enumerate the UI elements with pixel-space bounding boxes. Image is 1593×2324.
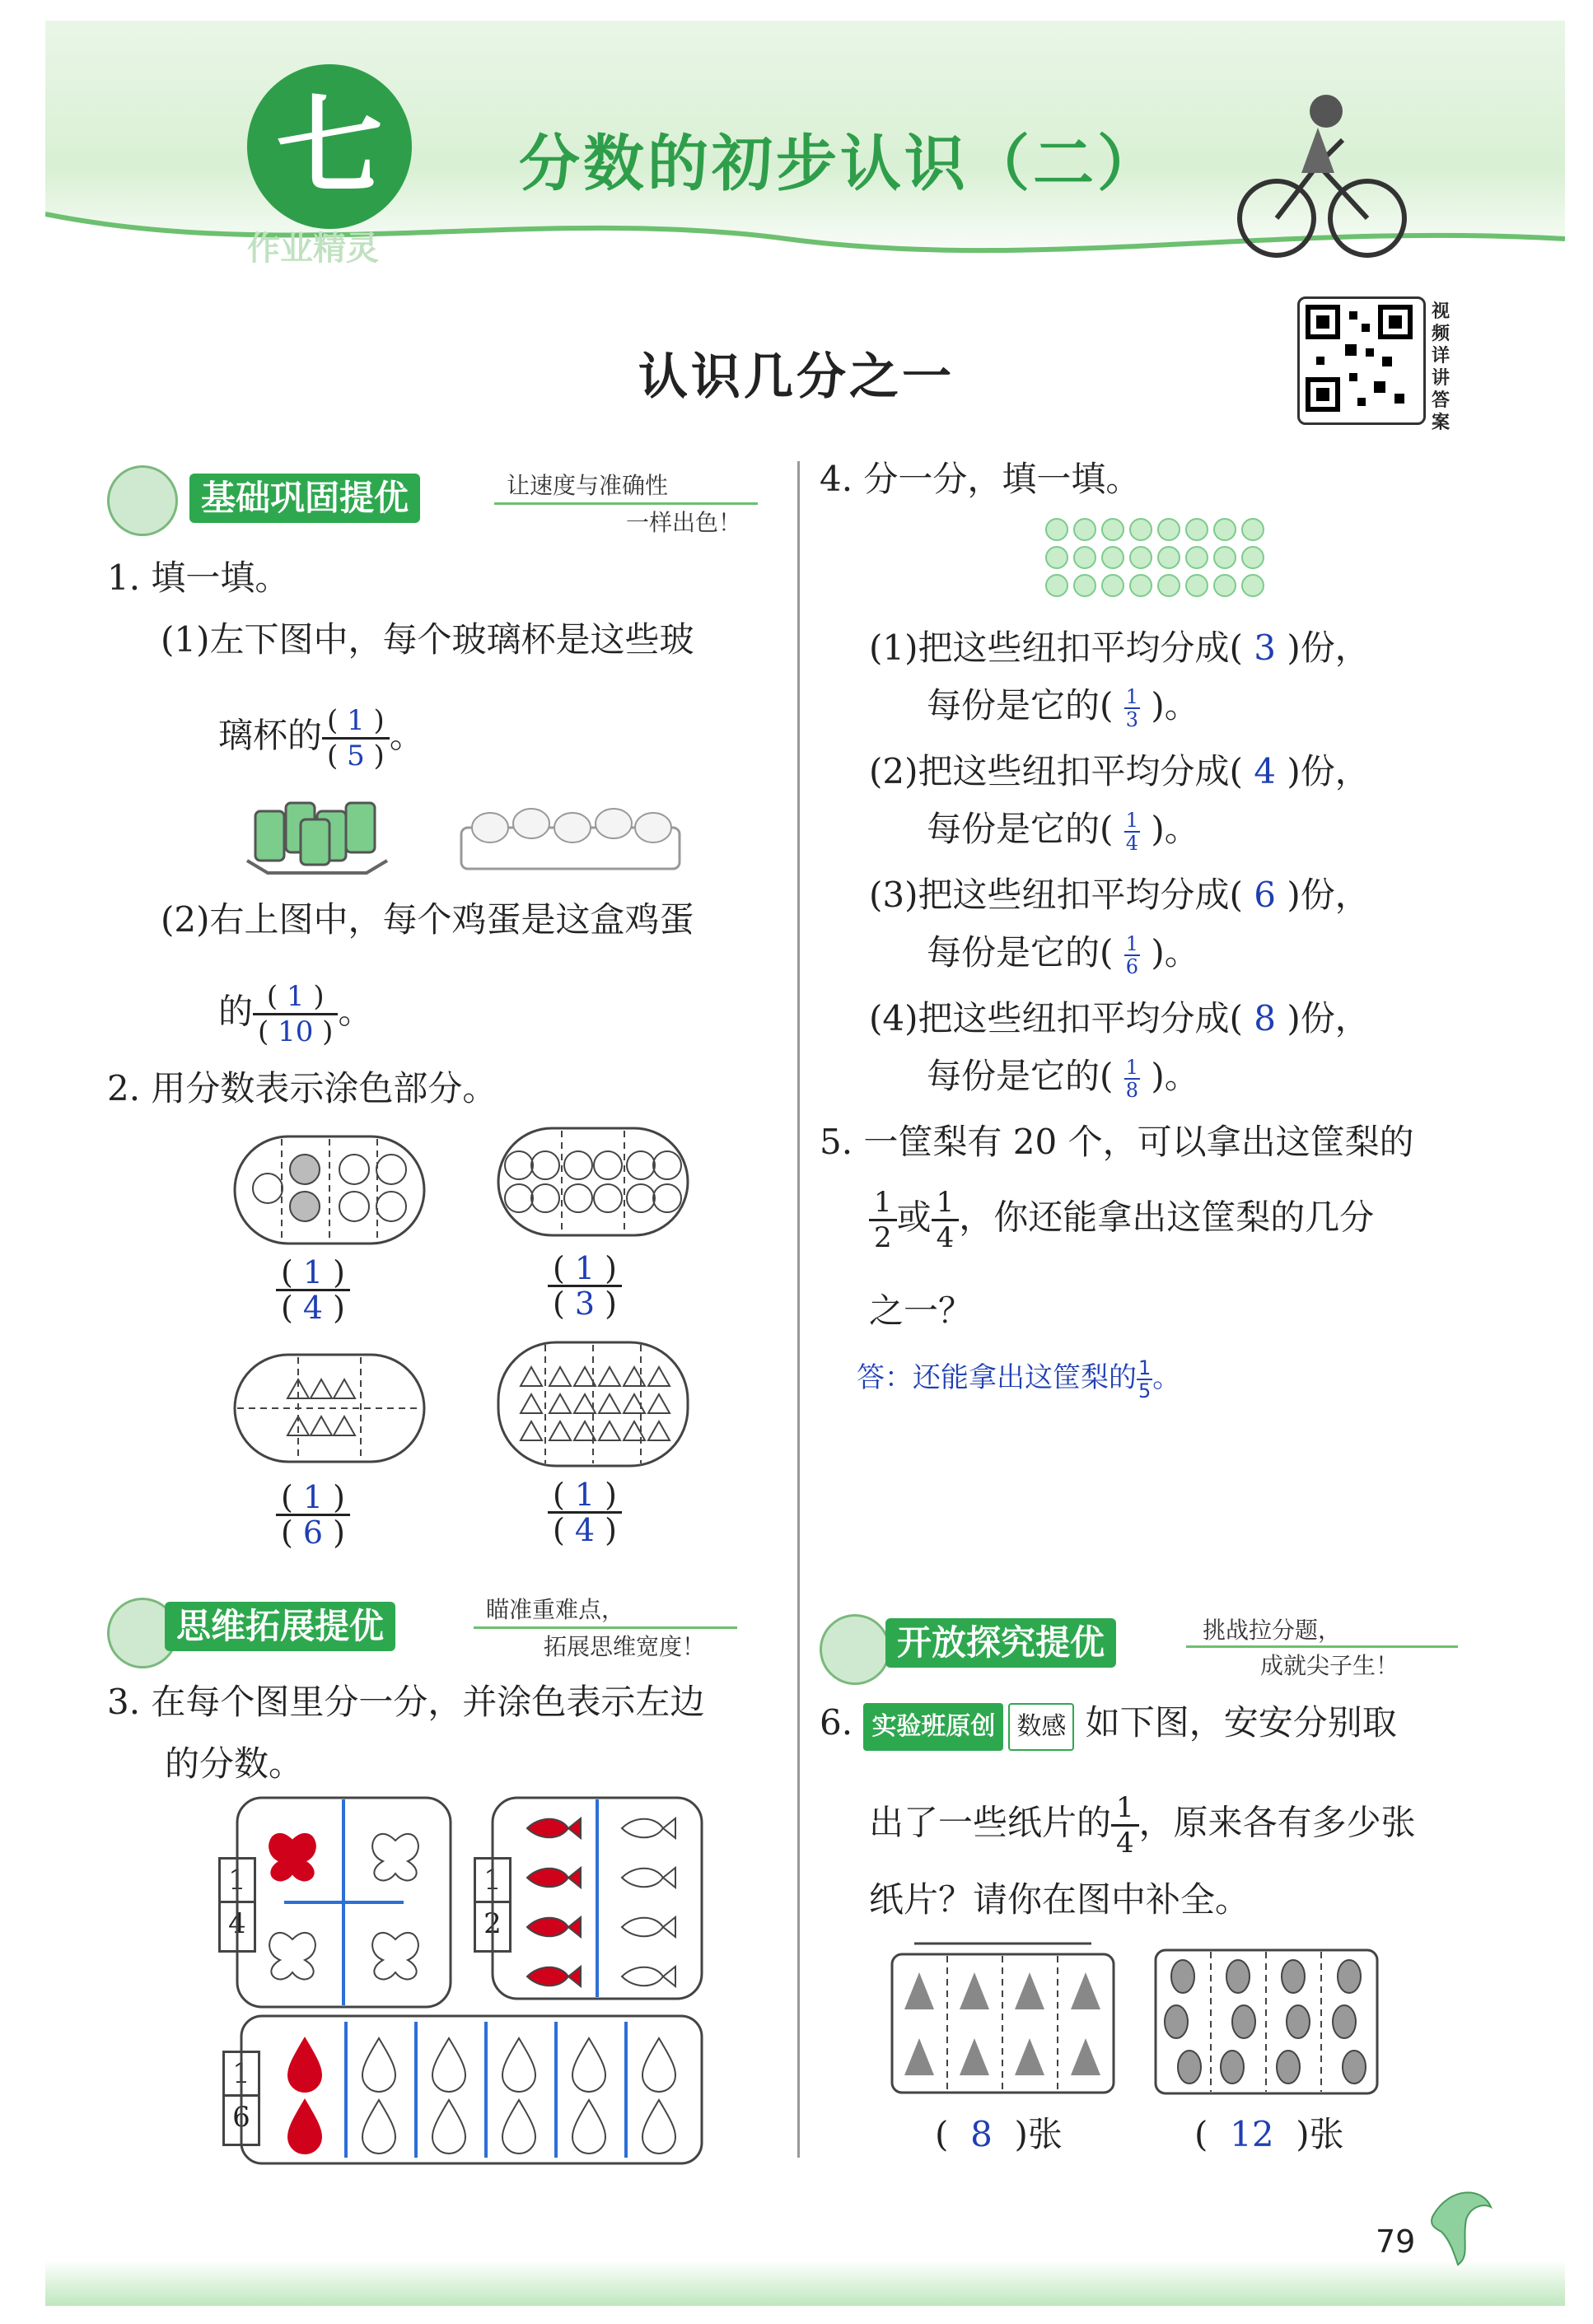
q4-item-3-parts: 6 xyxy=(1254,875,1276,915)
qr-label-char: 答 xyxy=(1432,390,1451,411)
q4-item-4-num: 1 xyxy=(1125,1056,1139,1079)
q6-ovals-card xyxy=(1153,1948,1380,2096)
q4-item-2-den: 4 xyxy=(1125,832,1139,855)
q3-frac2-den: 2 xyxy=(484,1907,502,1940)
q4-item-3-den: 6 xyxy=(1125,955,1139,978)
period: 。 xyxy=(338,991,373,1032)
q2-answer-3-den: 6 xyxy=(302,1514,324,1551)
q6-f-den: 4 xyxy=(1116,1827,1134,1860)
qr-label xyxy=(1432,301,1456,434)
q6-line1-text: 如下图，安安分别取 xyxy=(1085,1702,1397,1743)
q3-frac2-num: 1 xyxy=(476,1860,509,1903)
q1-part2-prefix: 的 xyxy=(218,991,254,1032)
q4-item-1-line2 xyxy=(927,684,1199,730)
q4-item-2-end: )。 xyxy=(1151,809,1199,849)
q5-answer xyxy=(857,1355,1180,1402)
q4-item-1-num: 1 xyxy=(1125,685,1139,708)
qr-code[interactable] xyxy=(1297,296,1426,425)
q6-label: 6. xyxy=(820,1702,853,1743)
q5-answer-end: 。 xyxy=(1152,1361,1181,1394)
q5-answer-den: 5 xyxy=(1138,1379,1152,1402)
column-divider xyxy=(797,461,800,2158)
q3-frac1-den: 4 xyxy=(228,1907,246,1940)
q4-buttons-illustration xyxy=(1042,515,1289,605)
q2-shape-triangles-sixths xyxy=(231,1351,428,1466)
q6-line2-post: ，原来各有多少张 xyxy=(1138,1802,1416,1843)
q3-butterflies xyxy=(235,1795,453,2009)
q5-or: 或 xyxy=(896,1197,932,1238)
q3-frac3-den: 6 xyxy=(232,2101,250,2134)
q4-item-1-parts: 3 xyxy=(1254,628,1276,668)
q6-answer-1: ( 8 )张 xyxy=(935,2114,1063,2154)
q2-shape-circles-thirds xyxy=(494,1124,692,1239)
section-basic-note2: 一样出色！ xyxy=(626,509,742,536)
q4-item-2-line1 xyxy=(869,749,1370,794)
q6-answer-1-value: 8 xyxy=(970,2114,993,2154)
q1-label: 1. 填一填。 xyxy=(107,558,290,598)
q1-part1-fraction: $\frac{( 1 )}{( 5 )}$ xyxy=(322,704,390,772)
q6-unit: 张 xyxy=(1027,2114,1063,2154)
q2-answer-3-num: 1 xyxy=(302,1479,324,1515)
q5-line2-rest: ，你还能拿出这筐梨的几分 xyxy=(959,1197,1375,1238)
section-open-title: 开放探究提优 xyxy=(885,1618,1116,1668)
q2-answer-1: $\frac{( 1 )}{( 4 )}$ xyxy=(276,1256,350,1324)
q6-answer-2: ( 12 )张 xyxy=(1194,2114,1344,2154)
q3-frac1-num: 1 xyxy=(221,1860,254,1903)
section-open-note2: 成就尖子生！ xyxy=(1260,1652,1399,1679)
q5-fraction-half xyxy=(869,1186,897,1254)
q4-item-1-end: )。 xyxy=(1151,685,1199,726)
q2-shape-circles-quarters xyxy=(231,1132,428,1248)
qr-label-char: 讲 xyxy=(1432,368,1451,389)
q3-label-line2: 的分数。 xyxy=(165,1743,304,1784)
q1-part1-line1: (1)左下图中，每个玻璃杯是这些玻 xyxy=(161,619,694,660)
q1-part1-line2 xyxy=(218,704,424,772)
q5-fraction-quarter xyxy=(932,1186,960,1254)
q5-line3: 之一？ xyxy=(869,1290,974,1331)
period: 。 xyxy=(389,715,424,756)
section-thinking-note2: 拓展思维宽度！ xyxy=(544,1633,706,1660)
q1-part2-den: 10 xyxy=(278,1015,314,1048)
chapter-number: 七 xyxy=(247,64,412,229)
section-thinking-note1: 瞄准重难点， xyxy=(486,1596,625,1623)
mascot-icon xyxy=(107,465,178,536)
q6-line1 xyxy=(820,1701,1397,1751)
q4-item-3-num: 1 xyxy=(1125,932,1139,955)
q4-item-2-fraction xyxy=(1124,810,1140,854)
section-basic-line xyxy=(494,502,758,505)
q5-line2 xyxy=(869,1186,1374,1254)
q4-item-3-fraction xyxy=(1124,933,1140,978)
q4-item-3-pre: (3)把这些纽扣平均分成( xyxy=(869,875,1243,915)
q6-answer-2-value: 12 xyxy=(1230,2114,1274,2154)
q1-part1-num: 1 xyxy=(347,704,365,737)
q6-unit: 张 xyxy=(1309,2114,1344,2154)
q1-part1-prefix: 璃杯的 xyxy=(218,715,323,756)
egg-carton-illustration xyxy=(457,799,684,873)
cyclists-illustration xyxy=(1227,74,1417,272)
section-open-line xyxy=(1186,1645,1458,1648)
q5-answer-num: 1 xyxy=(1138,1356,1152,1379)
q4-item-4-line1 xyxy=(869,996,1370,1041)
q1-part2-line2 xyxy=(218,980,372,1048)
glasses-illustration xyxy=(243,786,391,877)
section-open-note1: 挑战拉分题， xyxy=(1203,1617,1342,1644)
q4-item-4-end: )。 xyxy=(1151,1056,1199,1096)
q4-item-1-line2-text: 每份是它的( xyxy=(927,685,1114,726)
q4-item-3-line2 xyxy=(927,931,1199,978)
q4-item-3-line2-text: 每份是它的( xyxy=(927,932,1114,973)
section-thinking-line xyxy=(474,1626,737,1629)
qr-label-char: 频 xyxy=(1432,324,1451,344)
q4-item-4-den: 8 xyxy=(1125,1079,1139,1102)
q4-item-2-line2-text: 每份是它的( xyxy=(927,809,1114,849)
q4-item-3-end: )。 xyxy=(1151,932,1199,973)
q2-answer-4-den: 4 xyxy=(574,1512,596,1548)
q2-answer-4-num: 1 xyxy=(574,1477,596,1513)
q6-line2-pre: 出了一些纸片的 xyxy=(869,1802,1112,1843)
qr-label-char: 案 xyxy=(1432,413,1451,433)
q4-item-3-post: )份， xyxy=(1287,875,1370,915)
chapter-title: 分数的初步认识（二） xyxy=(519,128,1161,199)
section-basic-title: 基础巩固提优 xyxy=(189,474,420,523)
q4-item-1-fraction xyxy=(1124,686,1140,730)
q2-answer-1-den: 4 xyxy=(302,1290,324,1326)
q4-item-4-line2-text: 每份是它的( xyxy=(927,1056,1114,1096)
q4-item-2-parts: 4 xyxy=(1254,751,1276,791)
q6-f-num: 1 xyxy=(1111,1791,1139,1827)
q4-item-2-num: 1 xyxy=(1125,809,1139,832)
q3-frac3-num: 1 xyxy=(225,2053,258,2097)
q5-f2-den: 4 xyxy=(936,1221,955,1254)
q1-part2-fraction: $\frac{( 1 )}{( 10 )}$ xyxy=(253,980,338,1048)
q4-item-4-pre: (4)把这些纽扣平均分成( xyxy=(869,998,1243,1038)
q6-triangles-card xyxy=(890,1939,1116,2096)
q4-item-2-pre: (2)把这些纽扣平均分成( xyxy=(869,751,1243,791)
q2-answer-1-num: 1 xyxy=(302,1254,324,1290)
section-basic-note1: 让速度与准确性 xyxy=(507,472,669,499)
q3-label-line1: 3. 在每个图里分一分，并涂色表示左边 xyxy=(107,1682,705,1722)
q2-answer-2: $\frac{( 1 )}{( 3 )}$ xyxy=(548,1252,622,1320)
footer-band xyxy=(45,2261,1565,2306)
page-number: 79 xyxy=(1376,2224,1416,2260)
qr-label-char: 详 xyxy=(1432,346,1451,366)
q1-part2-num: 1 xyxy=(286,980,305,1013)
q6-tag-number-sense: 数感 xyxy=(1008,1703,1074,1751)
q6-line2 xyxy=(869,1791,1416,1860)
q3-drops xyxy=(239,2014,704,2166)
q4-item-2-line2 xyxy=(927,807,1199,854)
q4-item-1-line1 xyxy=(869,626,1370,670)
q6-tag-original: 实验班原创 xyxy=(863,1703,1003,1751)
q5-f1-num: 1 xyxy=(869,1186,897,1221)
q5-line1: 5. 一筐梨有 20 个，可以拿出这筐梨的 xyxy=(820,1122,1414,1162)
q4-item-4-parts: 8 xyxy=(1254,998,1276,1038)
q4-item-1-pre: (1)把这些纽扣平均分成( xyxy=(869,628,1243,668)
q4-item-4-fraction xyxy=(1124,1057,1140,1101)
q2-answer-2-num: 1 xyxy=(574,1250,596,1286)
q6-fraction xyxy=(1111,1791,1139,1860)
q5-answer-prefix: 答：还能拿出这筐梨的 xyxy=(857,1361,1137,1394)
q2-shape-triangles-quarters xyxy=(494,1338,692,1470)
q3-fish xyxy=(490,1795,704,2001)
q4-item-1-post: )份， xyxy=(1287,628,1370,668)
q2-label: 2. 用分数表示涂色部分。 xyxy=(107,1068,498,1108)
q2-answer-4: $\frac{( 1 )}{( 4 )}$ xyxy=(548,1478,622,1547)
q5-f2-num: 1 xyxy=(932,1186,960,1221)
q4-label: 4. 分一分，填一填。 xyxy=(820,459,1141,499)
q4-item-3-line1 xyxy=(869,873,1370,917)
q5-f1-den: 2 xyxy=(874,1221,892,1254)
qr-label-char: 视 xyxy=(1432,301,1451,322)
q4-item-4-line2 xyxy=(927,1054,1199,1101)
watermark: 作业精灵 xyxy=(247,230,379,268)
mascot-icon xyxy=(820,1614,890,1685)
q1-part2-line1: (2)右上图中，每个鸡蛋是这盒鸡蛋 xyxy=(161,899,694,940)
q6-line3: 纸片？请你在图中补全。 xyxy=(869,1879,1250,1920)
section-thinking-title: 思维拓展提优 xyxy=(165,1602,395,1651)
q2-answer-2-den: 3 xyxy=(574,1286,596,1322)
dolphin-icon xyxy=(1425,2182,1499,2273)
q4-item-4-post: )份， xyxy=(1287,998,1370,1038)
lesson-title: 认识几分之一 xyxy=(638,348,955,406)
q5-answer-fraction xyxy=(1137,1357,1152,1402)
q4-item-2-post: )份， xyxy=(1287,751,1370,791)
q4-item-1-den: 3 xyxy=(1125,708,1139,731)
q2-answer-3: $\frac{( 1 )}{( 6 )}$ xyxy=(276,1481,350,1549)
q1-part1-den: 5 xyxy=(347,740,365,772)
